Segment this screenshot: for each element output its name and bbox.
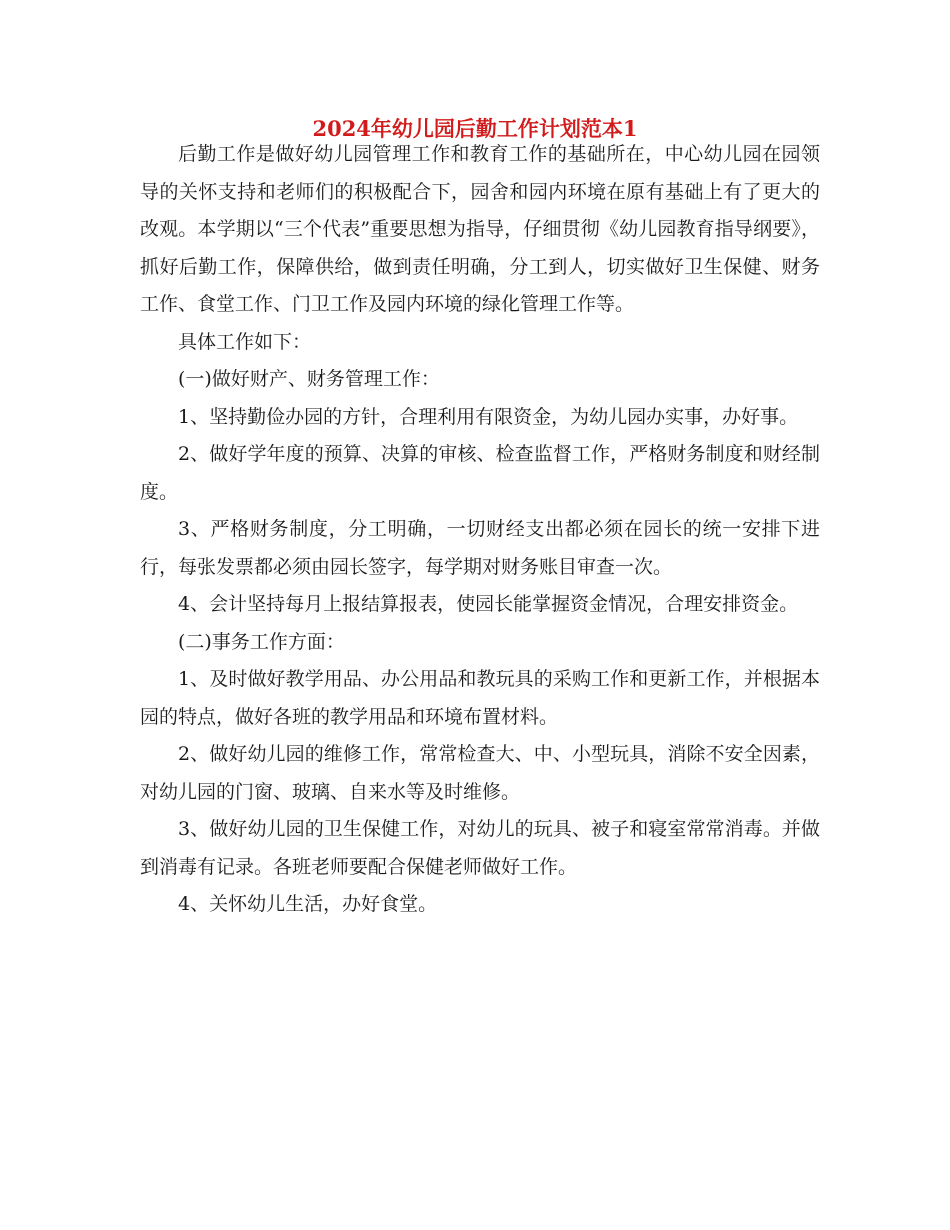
page-title: 2024年幼儿园后勤工作计划范本1 [312,116,638,141]
document-body [140,136,820,924]
section-heading-finance: (一)做好财产、财务管理工作： [178,368,440,390]
section-heading-affairs: (二)事务工作方面： [178,630,345,653]
list-item-finance-2: 2、做好学年度的预算、决算的审核、检查监督工作，严格财务制度和财经制度。 [140,443,820,503]
list-item-affairs-4: 4、关怀幼儿生活，办好食堂。 [178,893,438,915]
list-item-finance-4: 4、会计坚持每月上报结算报表，使园长能掌握资金情况，合理安排资金。 [178,593,799,615]
list-item-finance-1: 1、坚持勤俭办园的方针，合理利用有限资金，为幼儿园办实事，办好事。 [178,405,799,428]
list-item-affairs-2: 2、做好幼儿园的维修工作，常常检查大、中、小型玩具，消除不安全因素，对幼儿园的门窗、玻璃、自来水等及时维修。 [140,743,820,803]
intro-paragraph: 后勤工作是做好幼儿园管理工作和教育工作的基础所在，中心幼儿园在园领导的关怀支持和老师们的积极配合下，园舍和园内环境在原有基础上有了更大的改观。本学期以“三个代表”重要思想为指导，仔细贯彻《幼儿园教育指导纲要》，抓好后勤工作，保障供给，做到责任明确，分工到人，切实做好卫生保健、财务工作、食堂工作、门卫工作及园内环境的绿化管理工作等。 [140,143,820,315]
list-item-finance-3: 3、严格财务制度，分工明确，一切财经支出都必须在园长的统一安排下进行，每张发票都必须由园长签字，每学期对财务账目审查一次。 [140,518,820,578]
list-item-affairs-3: 3、做好幼儿园的卫生保健工作，对幼儿的玩具、被子和寝室常常消毒。并做到消毒有记录。各班老师要配合保健老师做好工作。 [140,818,820,878]
list-item-affairs-1: 1、及时做好教学用品、办公用品和教玩具的采购工作和更新工作，并根据本园的特点，做好各班的教学用品和环境布置材料。 [140,668,820,728]
paragraph-work-intro: 具体工作如下： [178,330,312,353]
